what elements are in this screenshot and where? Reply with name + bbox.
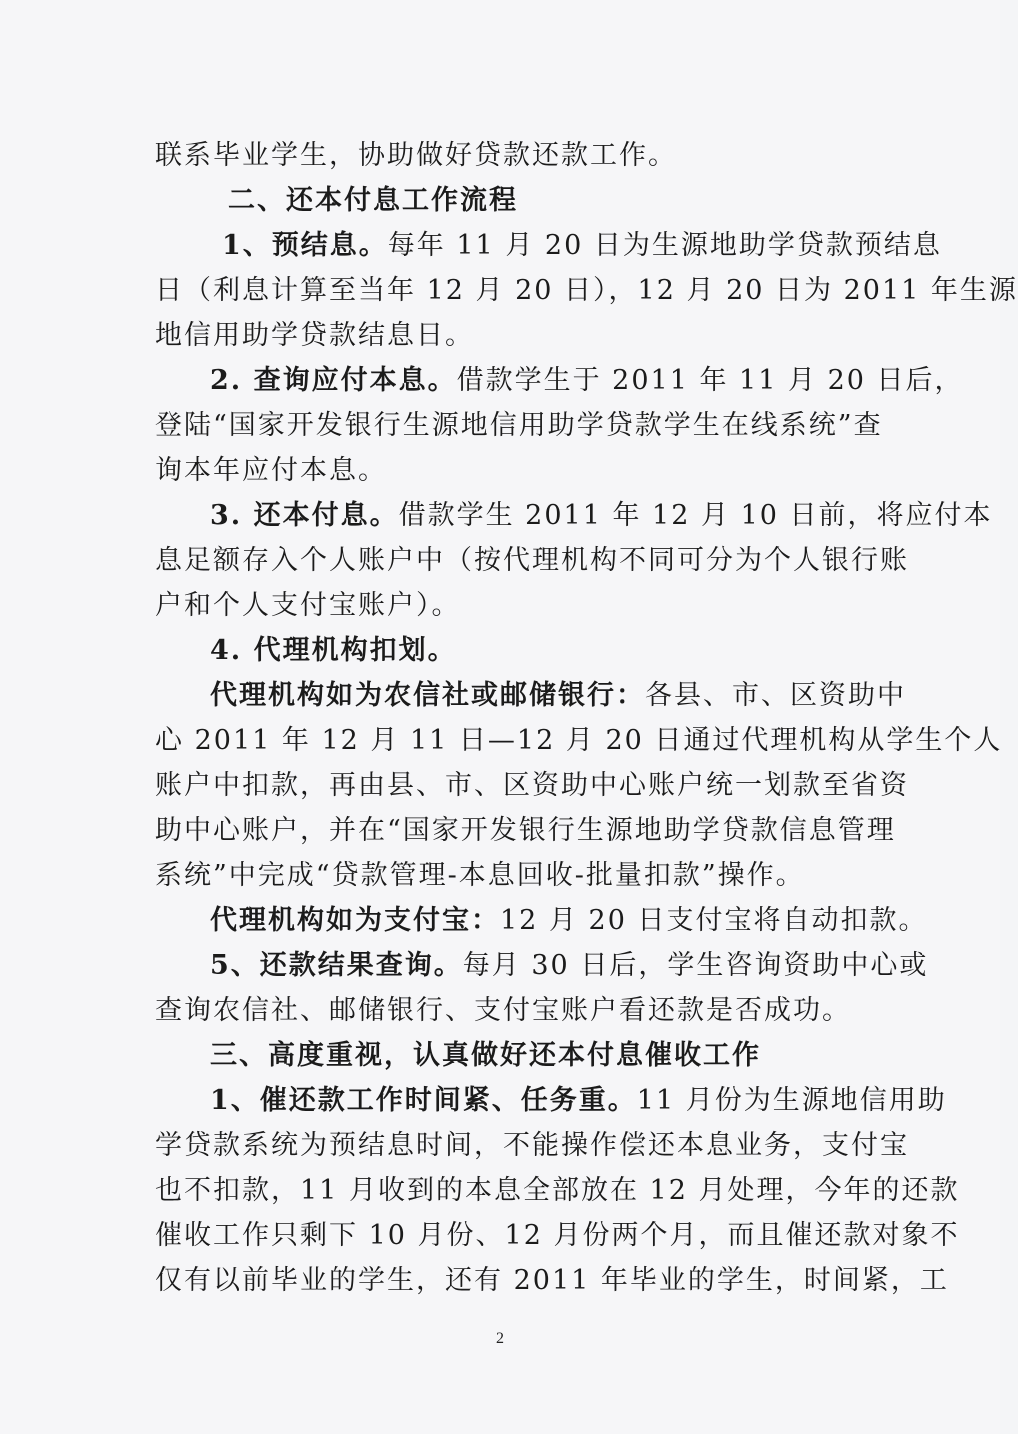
line-text: 日（利息计算至当年 12 月 20 日），12 月 20 日为 2011 年生源 [155,275,1018,306]
text-line [228,178,890,224]
text-line [155,538,909,584]
bold-heading: 代理机构如为支付宝： [210,905,500,936]
line-text: 借款学生 2011 年 12 月 10 日前，将应付本 [398,500,993,531]
text-line [210,943,929,989]
text-line [155,1213,960,1259]
bold-heading: 4. 代理机构扣划。 [210,635,457,666]
text-line [155,1258,949,1304]
text-line [155,133,890,179]
line-text: 各县、市、区资助中 [645,680,906,711]
text-line [210,493,993,539]
line-text: 学贷款系统为预结息时间，不能操作偿还本息业务，支付宝 [155,1130,909,1161]
line-text: 每月 30 日后，学生咨询资助中心或 [462,950,929,981]
text-line [210,1033,890,1079]
line-text: 查询农信社、邮储银行、支付宝账户看还款是否成功。 [155,995,851,1026]
line-text: 催收工作只剩下 10 月份、12 月份两个月，而且催还款对象不 [155,1220,960,1251]
text-line [155,988,890,1034]
bold-heading: 代理机构如为农信社或邮储银行： [210,680,645,711]
bold-heading: 二、还本付息工作流程 [228,185,518,216]
text-line [155,718,1003,764]
line-text: 联系毕业学生，协助做好贷款还款工作。 [155,140,677,171]
text-line [155,268,1018,314]
text-line [155,313,890,359]
bold-heading: 1、催还款工作时间紧、任务重。 [210,1085,637,1116]
bold-heading: 1、预结息。 [222,230,388,261]
bold-heading: 3. 还本付息。 [210,500,399,531]
line-text: 账户中扣款，再由县、市、区资助中心账户统一划款至省资 [155,770,909,801]
line-text: 仅有以前毕业的学生，还有 2011 年毕业的学生，时间紧，工 [155,1265,949,1296]
bold-heading: 2. 查询应付本息。 [210,365,457,396]
text-line [155,808,896,854]
text-line [210,628,890,674]
text-line [210,1078,947,1124]
text-line [155,403,890,449]
text-line [155,853,890,899]
text-line [210,898,928,944]
page-number: 2 [496,1330,504,1347]
line-text: 息足额存入个人账户中（按代理机构不同可分为个人银行账 [155,545,909,576]
line-text: 心 2011 年 12 月 11 日—12 月 20 日通过代理机构从学生个人 [155,725,1003,756]
line-text: 地信用助学贷款结息日。 [155,320,474,351]
line-text: 借款学生于 2011 年 11 月 20 日后， [456,365,964,396]
line-text: 每年 11 月 20 日为生源地助学贷款预结息 [387,230,942,261]
text-line [155,583,890,629]
text-line [155,1168,960,1214]
text-line [155,1123,909,1169]
text-line [155,448,890,494]
text-line [210,358,964,404]
line-text: 询本年应付本息。 [155,455,387,486]
text-line [210,673,906,719]
bold-heading: 5、还款结果查询。 [210,950,463,981]
bold-heading: 三、高度重视，认真做好还本付息催收工作 [210,1040,761,1071]
line-text: 系统”中完成“贷款管理-本息回收-批量扣款”操作。 [155,860,805,891]
line-text: 户和个人支付宝账户）。 [155,590,461,621]
line-text: 也不扣款，11 月收到的本息全部放在 12 月处理，今年的还款 [155,1175,960,1206]
line-text: 11 月份为生源地信用助 [636,1085,947,1116]
text-line [222,223,942,269]
text-line [155,763,909,809]
line-text: 登陆“国家开发银行生源地信用助学贷款学生在线系统”查 [155,410,883,441]
line-text: 12 月 20 日支付宝将自动扣款。 [500,905,928,936]
line-text: 助中心账户，并在“国家开发银行生源地助学贷款信息管理 [155,815,896,846]
